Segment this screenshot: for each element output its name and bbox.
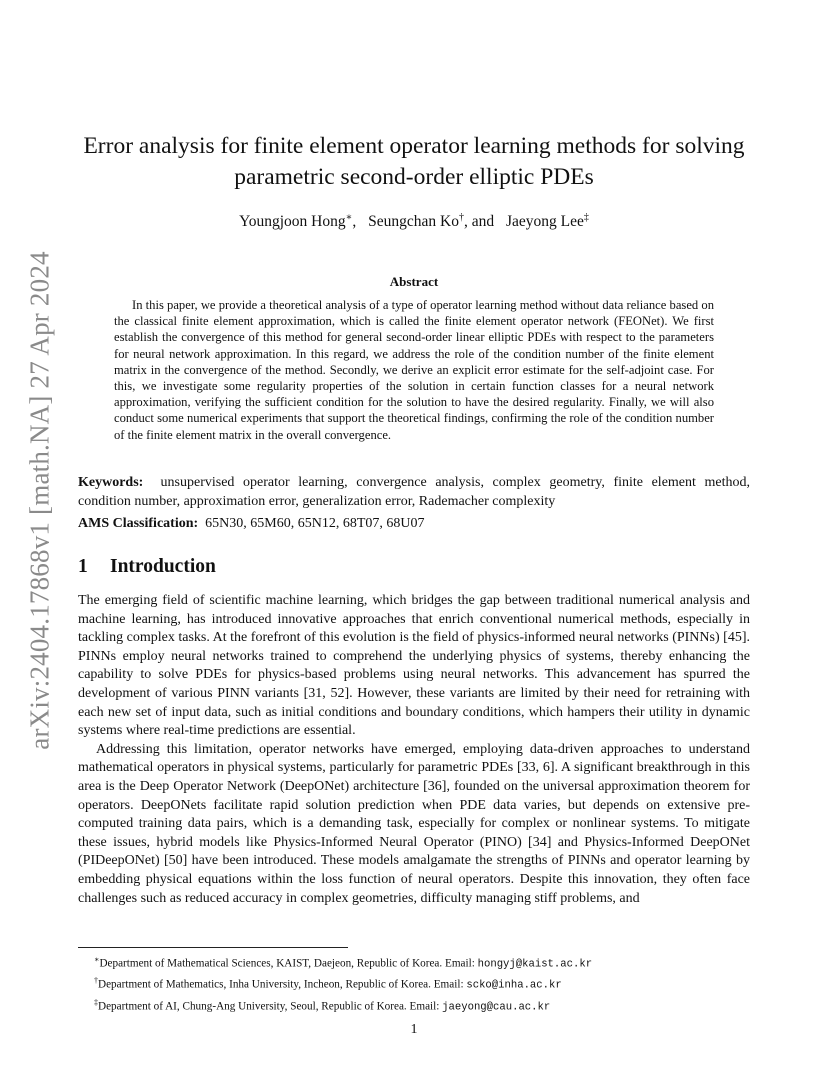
author-footnote-mark: † <box>458 212 464 223</box>
footnote <box>78 952 750 973</box>
paper-title: Error analysis for finite element operator learning methods for solving parametric second-order elliptic PDEs <box>83 133 745 190</box>
author-list <box>78 208 750 232</box>
footnote <box>78 973 750 994</box>
paragraph: The emerging field of scientific machine learning, which bridges the gap between traditional numerical analysis and machine learning, has introduced innovative approaches that enrich conventional numerical methods, especially in tackling complex tasks. At the forefront of this evolution is the field of physics-informed neural networks (PINNs) [45]. PINNs employ neural networks trained to comprehend the underlying physics of systems, thereby enhancing the capability to solve PDEs for physics-based problems using neural networks. This advancement has spurred the development of various PINN variants [31, 52]. However, these variants are limited by their need for retraining with each new set of input data, such as initial conditions and boundary conditions, which hampers their utility in dynamic systems where real-time predictions are essential. <box>78 593 750 739</box>
footnote-mark: † <box>94 976 98 986</box>
footnote-divider <box>78 947 348 948</box>
abstract-heading: Abstract <box>389 274 439 289</box>
author-separator: , and <box>463 213 495 231</box>
ams-classification <box>78 515 750 533</box>
footnote-email: jaeyong@cau.ac.kr <box>442 1001 551 1014</box>
author-name: Youngjoon Hong <box>239 213 346 231</box>
ams-label: AMS Classification: <box>78 516 199 531</box>
footnote-email: hongyj@kaist.ac.kr <box>477 958 593 971</box>
ams-codes: 65N30, 65M60, 65N12, 68T07, 68U07 <box>205 516 425 531</box>
author-footnote-mark: ∗ <box>345 212 353 223</box>
footnote <box>78 995 750 1016</box>
section-heading <box>78 556 216 578</box>
paragraph: Addressing this limitation, operator networks have emerged, employing data-driven approaches to understand mathematical operators in physical systems, particularly for parametric PDEs [33, 6]. A significant breakthrough in this area is the Deep Operator Network (DeepONet) architecture [36], founded on the universal approximation theorem for operators. DeepONets facilitate rapid solution prediction when PDE data varies, but depends on extensive pre-computed training data pairs, which is a demanding task, especially for complex or nonlinear systems. To mitigate these issues, hybrid models like Physics-Informed Neural Operator (PINO) [34] and Physics-Informed DeepONet (PIDeepONet) [50] have been introduced. These models amalgamate the strengths of PINNs and operator learning by embedding physical equations within the loss function of neural operators. Despite this innovation, they often face challenges such as reduced accuracy in complex geometries, difficulty managing stiff problems, and <box>78 741 750 906</box>
footnote-email: scko@inha.ac.kr <box>466 980 562 993</box>
keywords-label: Keywords: <box>78 475 144 490</box>
footnote-text: Department of Mathematical Sciences, KAIST, Daejeon, Republic of Korea. Email: <box>99 957 478 970</box>
keywords <box>78 474 750 511</box>
page-number: 1 <box>410 1022 418 1037</box>
footnote-mark: ∗ <box>94 955 100 964</box>
arxiv-identifier <box>12 250 68 750</box>
author-name: Seungchan Ko <box>368 213 459 231</box>
section-number: 1 <box>78 556 88 577</box>
author-footnote-mark: ‡ <box>583 212 589 223</box>
footnote-mark: ‡ <box>94 997 98 1007</box>
section-title: Introduction <box>110 556 216 577</box>
introduction-body <box>78 592 750 908</box>
author-name: Jaeyong Lee <box>506 213 584 231</box>
footnote-text: Department of AI, Chung-Ang University, Seoul, Republic of Korea. Email: <box>98 1000 443 1013</box>
author-separator: , <box>352 213 357 231</box>
keywords-text: unsupervised operator learning, convergence analysis, complex geometry, finite element method, condition number, approximation error, generalization error, Rademacher complexity <box>78 475 751 509</box>
arxiv-identifier-text: arXiv:2404.17868v1 [math.NA] 27 Apr 2024 <box>24 250 55 750</box>
footnote-text: Department of Mathematics, Inha University, Incheon, Republic of Korea. Email: <box>98 979 467 992</box>
abstract-text: In this paper, we provide a theoretical analysis of a type of operator learning method without data reliance based on the classical finite element approximation, which is called the finite element operator network (FEONet). We first establish the convergence of this method for general second-order linear elliptic PDEs with respect to the parameters for neural network approximation. In this regard, we address the role of the condition number of the finite element matrix in the convergence of the method. Secondly, we derive an explicit error estimate for the self-adjoint case. For this, we investigate some regularity properties of the solution in certain function classes for a neural network approximation, verifying the sufficient condition for the solution to have the desired regularity. Finally, we will also conduct some numerical experiments that support the theoretical findings, confirming the role of the condition number of the finite element matrix in the overall convergence. <box>114 298 714 442</box>
footnotes <box>78 952 750 1016</box>
